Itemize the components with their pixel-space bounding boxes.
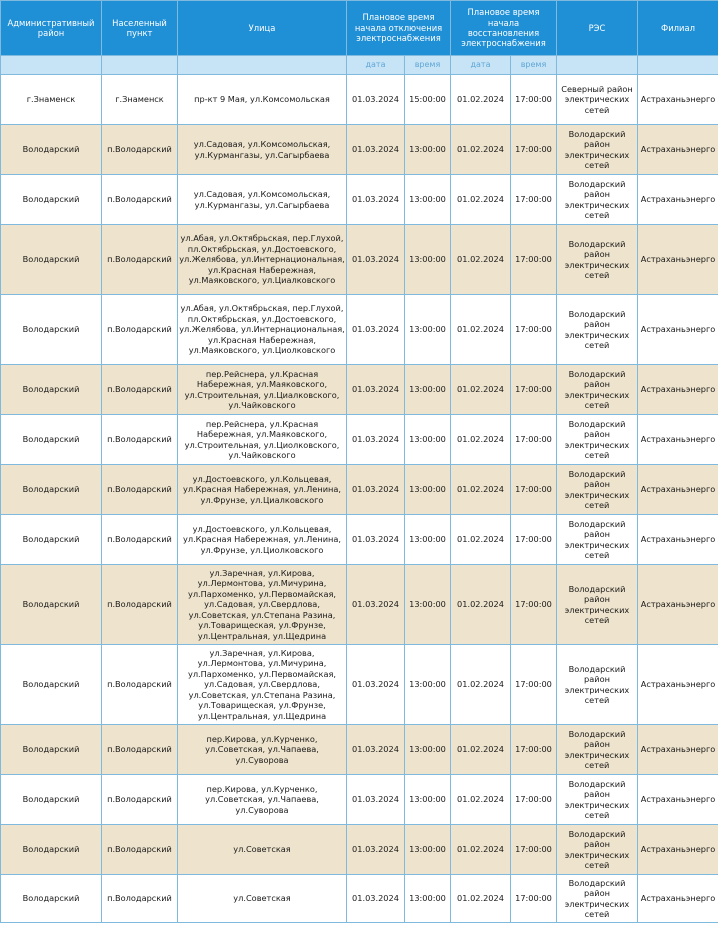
branch-cell: Астраханьэнерго xyxy=(638,75,718,125)
district-cell: Володарский xyxy=(1,565,102,645)
on-date-cell: 01.02.2024 xyxy=(451,725,511,775)
locality-cell: п.Володарский xyxy=(102,565,178,645)
on-time-cell: 17:00:00 xyxy=(511,725,557,775)
off-date-cell: 01.03.2024 xyxy=(347,75,405,125)
street-cell: пер.Рейснера, ул.Красная Набережная, ул.Маяковского, ул.Строительная, ул.Циолковского, ул.Чайковского xyxy=(178,415,347,465)
street-cell: ул.Заречная, ул.Кирова, ул.Лермонтова, ул.Мичурина, ул.Пархоменко, ул.Первомайская, ул.Садовая, ул.Свердлова, ул.Советская, ул.Степана Разина, ул.Товарищеская, ул.Фрунзе, ул.Центральная, ул.Щедрина xyxy=(178,565,347,645)
locality-cell: п.Володарский xyxy=(102,465,178,515)
district-cell: Володарский xyxy=(1,725,102,775)
off-date-cell: 01.03.2024 xyxy=(347,645,405,725)
locality-cell: п.Володарский xyxy=(102,725,178,775)
off-time-cell: 13:00:00 xyxy=(405,465,451,515)
district-cell: Володарский xyxy=(1,295,102,365)
off-time-cell: 13:00:00 xyxy=(405,565,451,645)
res-cell: Володарский район электрических сетей xyxy=(557,825,638,875)
off-time-cell: 13:00:00 xyxy=(405,175,451,225)
res-cell: Володарский район электрических сетей xyxy=(557,875,638,923)
off-time-cell: 13:00:00 xyxy=(405,825,451,875)
street-cell: ул.Садовая, ул.Комсомольская, ул.Курмангазы, ул.Сагырбаева xyxy=(178,125,347,175)
off-time-cell: 13:00:00 xyxy=(405,645,451,725)
district-cell: Володарский xyxy=(1,645,102,725)
table-row xyxy=(1,125,718,175)
branch-cell: Астраханьэнерго xyxy=(638,825,718,875)
on-date-cell: 01.02.2024 xyxy=(451,415,511,465)
table-row xyxy=(1,415,718,465)
off-time-cell: 13:00:00 xyxy=(405,875,451,923)
street-cell: ул.Советская xyxy=(178,825,347,875)
res-cell: Володарский район электрических сетей xyxy=(557,565,638,645)
table-row xyxy=(1,295,718,365)
district-cell: Володарский xyxy=(1,175,102,225)
subheader-row xyxy=(1,56,718,75)
locality-cell: п.Володарский xyxy=(102,775,178,825)
res-cell: Володарский район электрических сетей xyxy=(557,775,638,825)
table-row xyxy=(1,875,718,923)
on-date-cell: 01.02.2024 xyxy=(451,225,511,295)
table-row xyxy=(1,175,718,225)
branch-cell: Астраханьэнерго xyxy=(638,565,718,645)
on-time-cell: 17:00:00 xyxy=(511,75,557,125)
sub-time-on-header: время xyxy=(511,56,557,75)
res-cell: Володарский район электрических сетей xyxy=(557,645,638,725)
off-date-cell: 01.03.2024 xyxy=(347,565,405,645)
street-cell: ул.Советская xyxy=(178,875,347,923)
col-off-time-header: Плановое время начала отключения электроснабжения xyxy=(347,1,451,56)
on-time-cell: 17:00:00 xyxy=(511,875,557,923)
on-time-cell: 17:00:00 xyxy=(511,565,557,645)
col-res-header: РЭС xyxy=(557,1,638,56)
off-time-cell: 13:00:00 xyxy=(405,225,451,295)
locality-cell: г.Знаменск xyxy=(102,75,178,125)
res-cell: Володарский район электрических сетей xyxy=(557,465,638,515)
on-date-cell: 01.02.2024 xyxy=(451,75,511,125)
locality-cell: п.Володарский xyxy=(102,365,178,415)
street-cell: ул.Абая, ул.Октябрьская, пер.Глухой, пл.Октябрьская, ул.Достоевского, ул.Желябова, ул.Интернациональная, ул.Красная Набережная, ул.Маяковского, ул.Циолковского xyxy=(178,295,347,365)
branch-cell: Астраханьэнерго xyxy=(638,645,718,725)
branch-cell: Астраханьэнерго xyxy=(638,875,718,923)
on-date-cell: 01.02.2024 xyxy=(451,465,511,515)
sub-empty-cell xyxy=(638,56,718,75)
branch-cell: Астраханьэнерго xyxy=(638,515,718,565)
district-cell: г.Знаменск xyxy=(1,75,102,125)
col-district-header: Административный район xyxy=(1,1,102,56)
table-row xyxy=(1,225,718,295)
table-row xyxy=(1,515,718,565)
table-row xyxy=(1,565,718,645)
street-cell: ул.Абая, ул.Октябрьская, пер.Глухой, пл.Октябрьская, ул.Достоевского, ул.Желябова, ул.Интернациональная, ул.Красная Набережная, ул.Маяковского, ул.Циалковского xyxy=(178,225,347,295)
on-time-cell: 17:00:00 xyxy=(511,125,557,175)
table-row xyxy=(1,465,718,515)
sub-empty-cell xyxy=(557,56,638,75)
on-date-cell: 01.02.2024 xyxy=(451,825,511,875)
street-cell: пер.Рейснера, ул.Красная Набережная, ул.Маяковского, ул.Строительная, ул.Циалковского, ул.Чайковского xyxy=(178,365,347,415)
on-time-cell: 17:00:00 xyxy=(511,515,557,565)
branch-cell: Астраханьэнерго xyxy=(638,725,718,775)
off-time-cell: 13:00:00 xyxy=(405,295,451,365)
on-time-cell: 17:00:00 xyxy=(511,645,557,725)
sub-empty-cell xyxy=(178,56,347,75)
off-date-cell: 01.03.2024 xyxy=(347,175,405,225)
off-time-cell: 13:00:00 xyxy=(405,125,451,175)
sub-time-off-header: время xyxy=(405,56,451,75)
locality-cell: п.Володарский xyxy=(102,645,178,725)
locality-cell: п.Володарский xyxy=(102,515,178,565)
off-date-cell: 01.03.2024 xyxy=(347,465,405,515)
locality-cell: п.Володарский xyxy=(102,825,178,875)
table-row xyxy=(1,775,718,825)
off-time-cell: 13:00:00 xyxy=(405,515,451,565)
on-date-cell: 01.02.2024 xyxy=(451,565,511,645)
district-cell: Володарский xyxy=(1,515,102,565)
sub-date-off-header: дата xyxy=(347,56,405,75)
off-date-cell: 01.03.2024 xyxy=(347,295,405,365)
res-cell: Володарский район электрических сетей xyxy=(557,725,638,775)
res-cell: Володарский район электрических сетей xyxy=(557,175,638,225)
off-time-cell: 13:00:00 xyxy=(405,415,451,465)
street-cell: ул.Заречная, ул.Кирова, ул.Лермонтова, ул.Мичурина, ул.Пархоменко, ул.Первомайская, ул.Садовая, ул.Свердлова, ул.Советская, ул.Степана Разина, ул.Товарищеская, ул.Фрунзе, ул.Центральная, ул.Щедрина xyxy=(178,645,347,725)
res-cell: Володарский район электрических сетей xyxy=(557,225,638,295)
district-cell: Володарский xyxy=(1,225,102,295)
on-date-cell: 01.02.2024 xyxy=(451,125,511,175)
off-date-cell: 01.03.2024 xyxy=(347,125,405,175)
res-cell: Володарский район электрических сетей xyxy=(557,515,638,565)
on-date-cell: 01.02.2024 xyxy=(451,175,511,225)
on-date-cell: 01.02.2024 xyxy=(451,295,511,365)
off-date-cell: 01.03.2024 xyxy=(347,365,405,415)
off-time-cell: 13:00:00 xyxy=(405,775,451,825)
off-date-cell: 01.03.2024 xyxy=(347,775,405,825)
locality-cell: п.Володарский xyxy=(102,415,178,465)
off-date-cell: 01.03.2024 xyxy=(347,825,405,875)
header-row xyxy=(1,1,718,56)
locality-cell: п.Володарский xyxy=(102,225,178,295)
on-date-cell: 01.02.2024 xyxy=(451,365,511,415)
street-cell: пер.Кирова, ул.Курченко, ул.Советская, ул.Чапаева, ул.Суворова xyxy=(178,725,347,775)
on-time-cell: 17:00:00 xyxy=(511,775,557,825)
locality-cell: п.Володарский xyxy=(102,295,178,365)
off-time-cell: 15:00:00 xyxy=(405,75,451,125)
res-cell: Володарский район электрических сетей xyxy=(557,415,638,465)
table-row xyxy=(1,825,718,875)
on-time-cell: 17:00:00 xyxy=(511,225,557,295)
on-time-cell: 17:00:00 xyxy=(511,295,557,365)
on-time-cell: 17:00:00 xyxy=(511,465,557,515)
col-street-header: Улица xyxy=(178,1,347,56)
district-cell: Володарский xyxy=(1,825,102,875)
on-time-cell: 17:00:00 xyxy=(511,825,557,875)
branch-cell: Астраханьэнерго xyxy=(638,225,718,295)
on-time-cell: 17:00:00 xyxy=(511,175,557,225)
off-date-cell: 01.03.2024 xyxy=(347,725,405,775)
res-cell: Володарский район электрических сетей xyxy=(557,125,638,175)
district-cell: Володарский xyxy=(1,415,102,465)
col-branch-header: Филиал xyxy=(638,1,718,56)
off-date-cell: 01.03.2024 xyxy=(347,225,405,295)
col-restore-time-header: Плановое время начала восстановления электроснабжения xyxy=(451,1,557,56)
table-row xyxy=(1,725,718,775)
branch-cell: Астраханьэнерго xyxy=(638,125,718,175)
street-cell: пер.Кирова, ул.Курченко, ул.Советская, ул.Чапаева, ул.Суворова xyxy=(178,775,347,825)
branch-cell: Астраханьэнерго xyxy=(638,295,718,365)
on-date-cell: 01.02.2024 xyxy=(451,875,511,923)
branch-cell: Астраханьэнерго xyxy=(638,415,718,465)
locality-cell: п.Володарский xyxy=(102,175,178,225)
on-date-cell: 01.02.2024 xyxy=(451,515,511,565)
district-cell: Володарский xyxy=(1,775,102,825)
table-row xyxy=(1,75,718,125)
off-date-cell: 01.03.2024 xyxy=(347,875,405,923)
off-time-cell: 13:00:00 xyxy=(405,725,451,775)
street-cell: ул.Достоевского, ул.Кольцевая, ул.Красная Набережная, ул.Ленина, ул.Фрунзе, ул.Циолковского xyxy=(178,515,347,565)
district-cell: Володарский xyxy=(1,465,102,515)
branch-cell: Астраханьэнерго xyxy=(638,775,718,825)
street-cell: ул.Садовая, ул.Комсомольская, ул.Курмангазы, ул.Сагырбаева xyxy=(178,175,347,225)
street-cell: ул.Достоевского, ул.Кольцевая, ул.Красная Набережная, ул.Ленина, ул.Фрунзе, ул.Циалковского xyxy=(178,465,347,515)
res-cell: Володарский район электрических сетей xyxy=(557,295,638,365)
off-date-cell: 01.03.2024 xyxy=(347,515,405,565)
on-date-cell: 01.02.2024 xyxy=(451,775,511,825)
off-date-cell: 01.03.2024 xyxy=(347,415,405,465)
branch-cell: Астраханьэнерго xyxy=(638,175,718,225)
district-cell: Володарский xyxy=(1,875,102,923)
locality-cell: п.Володарский xyxy=(102,875,178,923)
on-date-cell: 01.02.2024 xyxy=(451,645,511,725)
col-locality-header: Населенный пункт xyxy=(102,1,178,56)
branch-cell: Астраханьэнерго xyxy=(638,465,718,515)
res-cell: Володарский район электрических сетей xyxy=(557,365,638,415)
sub-date-on-header: дата xyxy=(451,56,511,75)
district-cell: Володарский xyxy=(1,365,102,415)
table-row xyxy=(1,365,718,415)
locality-cell: п.Володарский xyxy=(102,125,178,175)
branch-cell: Астраханьэнерго xyxy=(638,365,718,415)
res-cell: Северный район электрических сетей xyxy=(557,75,638,125)
street-cell: пр-кт 9 Мая, ул.Комсомольская xyxy=(178,75,347,125)
sub-empty-cell xyxy=(1,56,102,75)
on-time-cell: 17:00:00 xyxy=(511,365,557,415)
off-time-cell: 13:00:00 xyxy=(405,365,451,415)
sub-empty-cell xyxy=(102,56,178,75)
district-cell: Володарский xyxy=(1,125,102,175)
on-time-cell: 17:00:00 xyxy=(511,415,557,465)
table-row xyxy=(1,645,718,725)
